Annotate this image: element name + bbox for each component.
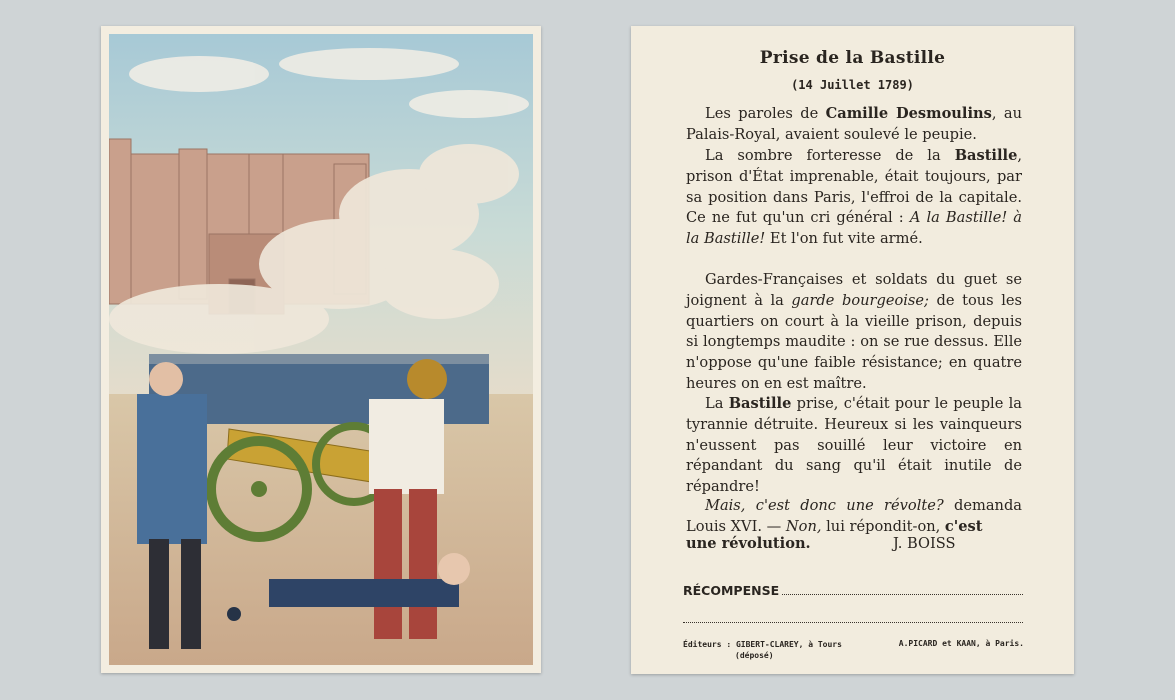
publisher-left-note: (déposé) bbox=[735, 651, 774, 660]
reward-dotted-line bbox=[782, 582, 1023, 595]
paragraph-1: Les paroles de Camille Desmoulins, au Palais-Royal, avaient soulevé le peupie. bbox=[686, 105, 1022, 143]
closing-phrase: une révolution. bbox=[686, 535, 811, 552]
text-card bbox=[631, 26, 1074, 674]
author-signature: J. BOISS bbox=[893, 535, 956, 552]
reward-field bbox=[683, 582, 1023, 598]
paragraph-4: La Bastille prise, c'était pour le peuple la tyrannie détruite. Heureux si les vainqueurs n'eussent pas souillé leur victoire en répandant du sang qu'il était inutile de répandre! bbox=[686, 395, 1022, 496]
publisher-left bbox=[683, 639, 842, 661]
dotted-divider bbox=[683, 622, 1023, 623]
illustration-card bbox=[101, 26, 541, 673]
card-date: (14 Juillet 1789) bbox=[791, 78, 914, 92]
reward-label: RÉCOMPENSE bbox=[683, 583, 780, 598]
paragraph-3: Gardes-Françaises et soldats du guet se joignent à la garde bourgeoise; de tous les quartiers on court à la vieille prison, depuis si longtemps maudite : on se rue dessus. Elle n'oppose qu'une faible résistance; en quatre heures on en est maître. bbox=[686, 271, 1022, 392]
paragraph-5: Mais, c'est donc une révolte? demanda Louis XVI. — Non, lui répondit-on, c'est bbox=[686, 497, 1022, 535]
storming-of-bastille-illustration bbox=[109, 34, 533, 665]
paragraph-2: La sombre forteresse de la Bastille, prison d'État imprenable, était toujours, par sa position dans Paris, l'effroi de la capitale. Ce ne fut qu'un cri général : A la Bastille! à la Bastille! Et l'on fut vite armé. bbox=[686, 147, 1023, 248]
card-title: Prise de la Bastille bbox=[759, 48, 946, 68]
publisher-left-name: Éditeurs : GIBERT-CLAREY, à Tours bbox=[683, 640, 842, 649]
closing-line bbox=[686, 535, 1022, 556]
cannonball bbox=[227, 607, 241, 621]
publisher-right: A.PICARD et KAAN, à Paris. bbox=[898, 639, 1024, 648]
